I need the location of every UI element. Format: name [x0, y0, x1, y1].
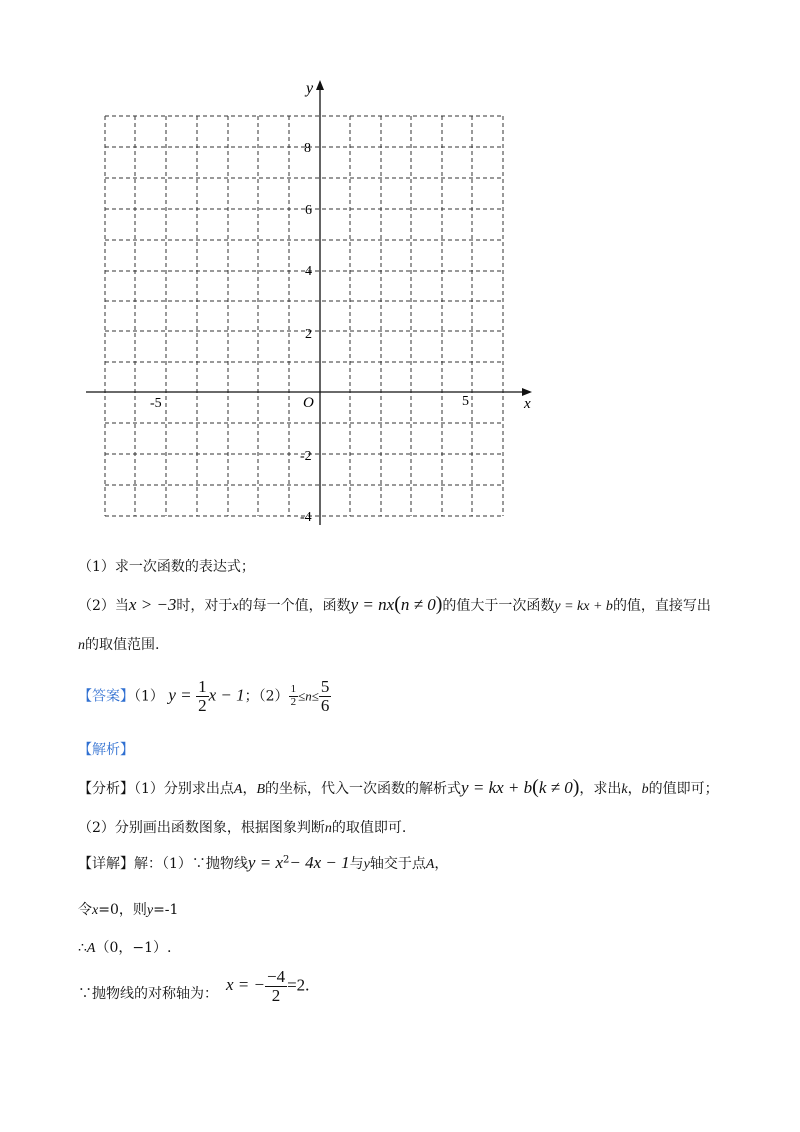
question-2-continued	[78, 634, 159, 654]
fenxi-text: ，	[242, 781, 257, 797]
function-linear-condition: k ≠ 0	[538, 778, 573, 797]
let-text: =0，则	[98, 902, 147, 918]
fenxi-text: （1）分别求出点	[134, 781, 234, 797]
fraction-one-half	[196, 678, 209, 715]
fenxi-text: ，	[627, 781, 642, 797]
parabola-exponent: 2	[282, 854, 290, 866]
fenxi-text: ，求出	[579, 781, 622, 797]
axis-equation: =2.	[287, 975, 310, 995]
question-2: （2）当x > −3时，对于x的每一个值，函数y = nx(n ≠ 0)的值大于一次函数y = kx + b的值，直接写出	[78, 593, 711, 615]
let-line	[78, 899, 178, 919]
question-1-text: （1）求一次函数的表达式；	[78, 559, 255, 575]
answer-equation: x − 1	[208, 685, 245, 705]
question-2-text: 的每一个值，函数	[238, 598, 351, 614]
fraction-numerator: −4	[267, 967, 286, 986]
question-2-variable: x	[232, 599, 239, 614]
function-y-kx-b: y = kx + b	[554, 599, 613, 614]
function-linear: y = kx + b	[461, 778, 533, 797]
coordinate-grid-figure	[0, 0, 800, 540]
analysis-label: 【解析】	[78, 742, 134, 758]
variable-y: y	[146, 903, 154, 918]
analysis-heading	[78, 739, 134, 759]
analysis-line-2	[78, 817, 406, 837]
let-text: 令	[78, 902, 92, 918]
analysis-fenxi-line: 【分析】（1）分别求出点A，B的坐标，代入一次函数的解析式y = kx + b(k ≠ 0)，求出k，b的值即可；	[78, 776, 719, 798]
y-axis-label: y	[306, 80, 314, 97]
let-text: =-1	[153, 902, 179, 918]
x-axis-label: x	[524, 396, 531, 412]
point-a: A	[425, 857, 435, 872]
detail-text: 解：（1）∵抛物线	[134, 856, 248, 872]
point-b: B	[256, 782, 266, 797]
therefore-line	[78, 937, 171, 957]
answer-text: （1）	[134, 688, 164, 705]
answer-text: ；（2）	[244, 688, 289, 705]
answer-line	[78, 678, 331, 715]
fraction-five-sixths	[319, 678, 332, 715]
coordinate-grid-svg	[0, 0, 800, 540]
y-tick-label: 6	[305, 203, 312, 218]
therefore-text: （0，−1）.	[95, 940, 172, 956]
answer-equation: y =	[168, 685, 192, 705]
fenxi-text: 的坐标，代入一次函数的解析式	[265, 781, 462, 797]
y-tick-label: 8	[304, 141, 311, 156]
y-tick-label: -4	[300, 510, 312, 525]
parabola-equation: y = x	[247, 853, 283, 872]
question-2-text: 的取值范围.	[85, 637, 160, 653]
function-y-nx: y = nx	[350, 595, 395, 614]
axis-text: ∵抛物线的对称轴为：	[78, 986, 218, 1003]
fraction-denominator: 2	[271, 985, 281, 1005]
variable-n: n	[324, 821, 332, 836]
question-2-text: 的值大于一次函数	[442, 598, 555, 614]
axis-equation: x = −	[226, 975, 265, 995]
variable-y: y	[363, 857, 370, 872]
y-tick-label: 2	[305, 327, 312, 342]
fraction-denominator: 2	[290, 695, 297, 708]
variable-x: x	[92, 903, 99, 918]
answer-label: 【答案】	[78, 688, 134, 705]
fraction-small-half	[289, 684, 299, 708]
fraction-minus-four-over-two	[265, 968, 287, 1005]
variable-b: b	[641, 782, 649, 797]
fraction-numerator: 1	[290, 683, 297, 696]
fraction-numerator: 5	[320, 677, 330, 696]
function-y-nx-condition: n ≠ 0	[400, 595, 436, 614]
point-a: A	[233, 782, 243, 797]
therefore-symbol: ∴	[78, 940, 87, 956]
fraction-numerator: 1	[198, 677, 207, 696]
fraction-denominator: 6	[320, 695, 330, 715]
point-a: A	[86, 941, 96, 956]
variable-k: k	[621, 782, 628, 797]
fenxi-text: 的值即可；	[648, 781, 719, 797]
answer-inequality: ≤n≤	[298, 688, 319, 704]
y-tick-label: 4	[305, 264, 312, 279]
question-2-condition: x > −3	[128, 595, 177, 614]
x-tick-label: 5	[462, 394, 469, 409]
analysis-text: 的取值即可.	[331, 820, 407, 836]
origin-label: O	[303, 395, 314, 411]
question-1	[78, 556, 255, 576]
parabola-equation: − 4x − 1	[289, 853, 350, 872]
y-tick-label: -2	[300, 449, 312, 464]
question-2-text: 时，对于	[176, 598, 233, 614]
detail-text: 轴交于点	[369, 856, 426, 872]
x-tick-label: -5	[150, 396, 162, 411]
fenxi-label: 【分析】	[78, 781, 134, 797]
analysis-text: （2）分别画出函数图象，根据图象判断	[78, 820, 325, 836]
detail-label: 【详解】	[78, 856, 134, 872]
detail-text: 与	[349, 856, 364, 872]
question-2-variable: n	[78, 638, 85, 653]
question-2-text: （2）当	[78, 598, 129, 614]
detail-line	[78, 853, 448, 873]
detail-text: ，	[434, 856, 449, 872]
question-2-text: 的值，直接写出	[612, 598, 711, 614]
fraction-denominator: 2	[198, 695, 207, 715]
symmetry-axis-line	[78, 968, 309, 1005]
